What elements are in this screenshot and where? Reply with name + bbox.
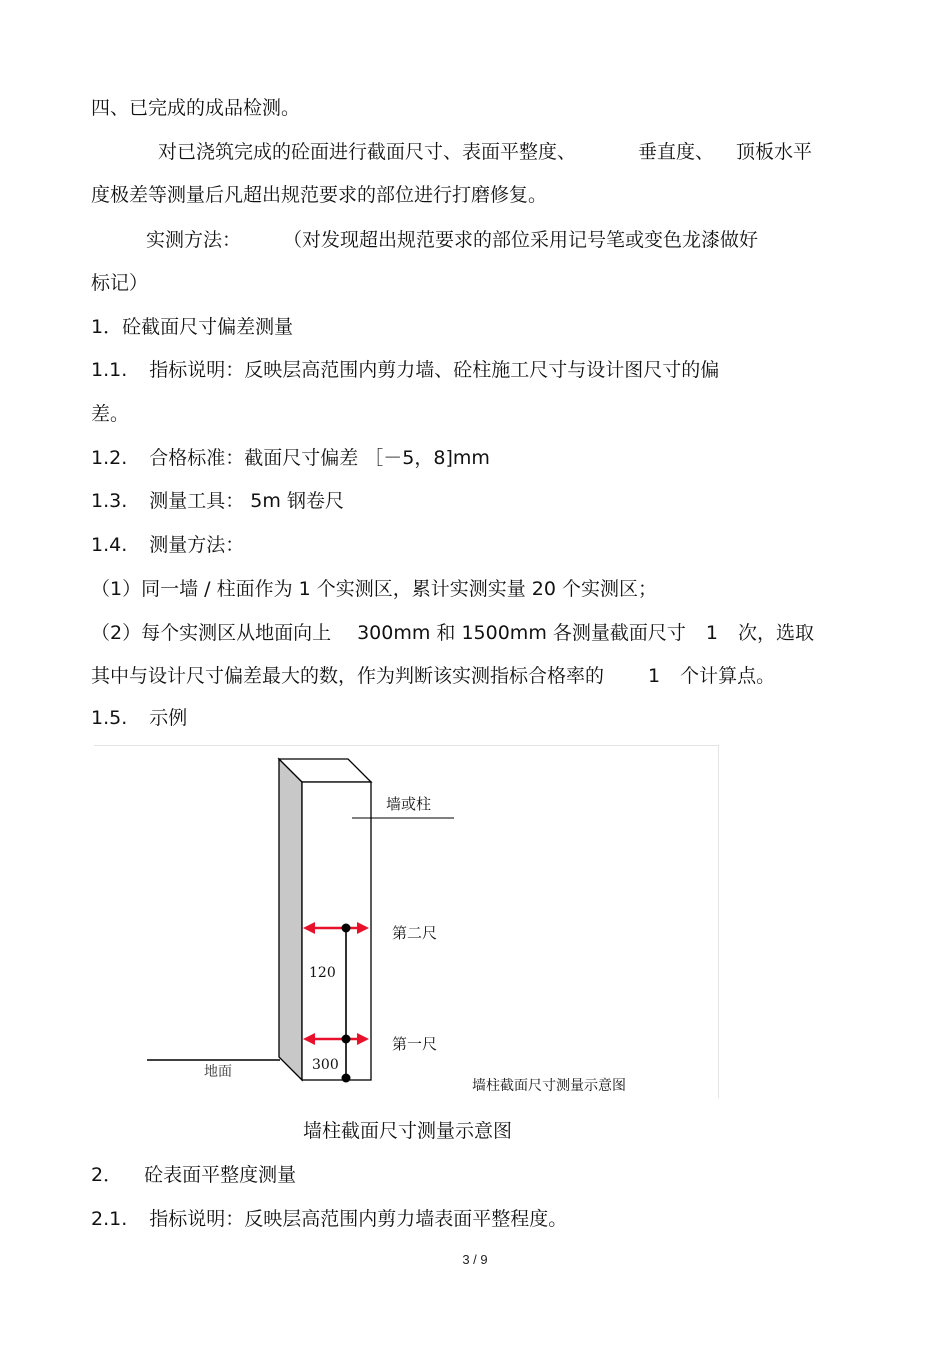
label-dim-300: 300: [312, 1057, 339, 1073]
item-heading: 1．砼截面尺寸偏差测量: [91, 316, 294, 338]
item-line: [91, 533, 244, 557]
item-number: 1.2.: [91, 447, 128, 469]
item-text: 示例: [149, 707, 188, 729]
item-line: [91, 706, 187, 730]
method-line: [91, 664, 775, 688]
item-number: 1.4.: [91, 534, 128, 556]
method-line: （1）同一墙 / 柱面作为 1 个实测区，累计实测实量 20 个实测区；: [91, 578, 657, 600]
label-first-measure: 第一尺: [392, 1035, 438, 1053]
figure-caption: 墙柱截面尺寸测量示意图: [303, 1120, 513, 1142]
text-span: （2）每个实测区从地面向上: [91, 622, 332, 644]
wall-section-figure: [94, 745, 719, 1098]
item-text: 指标说明：反映层高范围内剪力墙、砼柱施工尺寸与设计图尺寸的偏: [149, 359, 720, 381]
figure-drawing: [94, 746, 718, 1098]
wall-side-face: [279, 759, 302, 1080]
item-line: [91, 489, 344, 513]
item-heading: [91, 1163, 296, 1187]
paragraph-line: [146, 228, 758, 252]
text-span: 1: [705, 622, 718, 644]
paragraph-line: 标记）: [91, 272, 149, 294]
label-wall-or-column: 墙或柱: [386, 795, 432, 813]
item-number: 1.3.: [91, 490, 128, 512]
text-span: 300mm 和 1500mm 各测量截面尺寸: [357, 622, 686, 644]
method-note: （对发现超出规范要求的部位采用记号笔或变色龙漆做好: [283, 229, 759, 251]
measure-point-second: [342, 924, 351, 933]
text-span: 其中与设计尺寸偏差最大的数，作为判断该实测指标合格率的: [91, 665, 605, 687]
measure-point-ground: [342, 1074, 351, 1083]
item-line: [91, 446, 490, 470]
item-line: [91, 358, 719, 382]
figure-inner-caption: 墙柱截面尺寸测量示意图: [472, 1078, 626, 1094]
text-span: 对已浇筑完成的砼面进行截面尺寸、表面平整度、: [158, 141, 577, 163]
paragraph-line: 差。: [91, 403, 130, 425]
item-number: 1.1.: [91, 359, 128, 381]
label-second-measure: 第二尺: [392, 924, 438, 942]
item-number: 2.1.: [91, 1208, 128, 1230]
text-span: 垂直度、: [638, 141, 715, 163]
paragraph-line: [158, 140, 812, 164]
paragraph-line: 度极差等测量后凡超出规范要求的部位进行打磨修复。: [91, 184, 548, 206]
measure-point-first: [342, 1035, 351, 1044]
page-number: 3 / 9: [462, 1252, 488, 1267]
text-span: 个计算点。: [680, 665, 776, 687]
section-heading: 四、已完成的成品检测。: [91, 97, 301, 119]
item-number: 2．: [91, 1164, 123, 1186]
label-dim-120: 120: [309, 965, 336, 981]
item-text: 砼表面平整度测量: [144, 1164, 297, 1186]
text-span: 1: [648, 665, 661, 687]
label-ground: 地面: [204, 1064, 232, 1080]
item-text: 测量方法：: [149, 534, 245, 556]
text-span: 次，选取: [737, 622, 814, 644]
item-text: 合格标准：截面尺寸偏差 ［－5，8]mm: [149, 447, 490, 469]
item-line: [91, 1207, 567, 1231]
method-label: 实测方法：: [146, 229, 242, 251]
method-line: [91, 621, 814, 645]
item-number: 1.5.: [91, 707, 128, 729]
text-span: 顶板水平: [736, 141, 813, 163]
item-text: 指标说明：反映层高范围内剪力墙表面平整程度。: [149, 1208, 568, 1230]
item-text: 测量工具： 5m 钢卷尺: [149, 490, 344, 512]
